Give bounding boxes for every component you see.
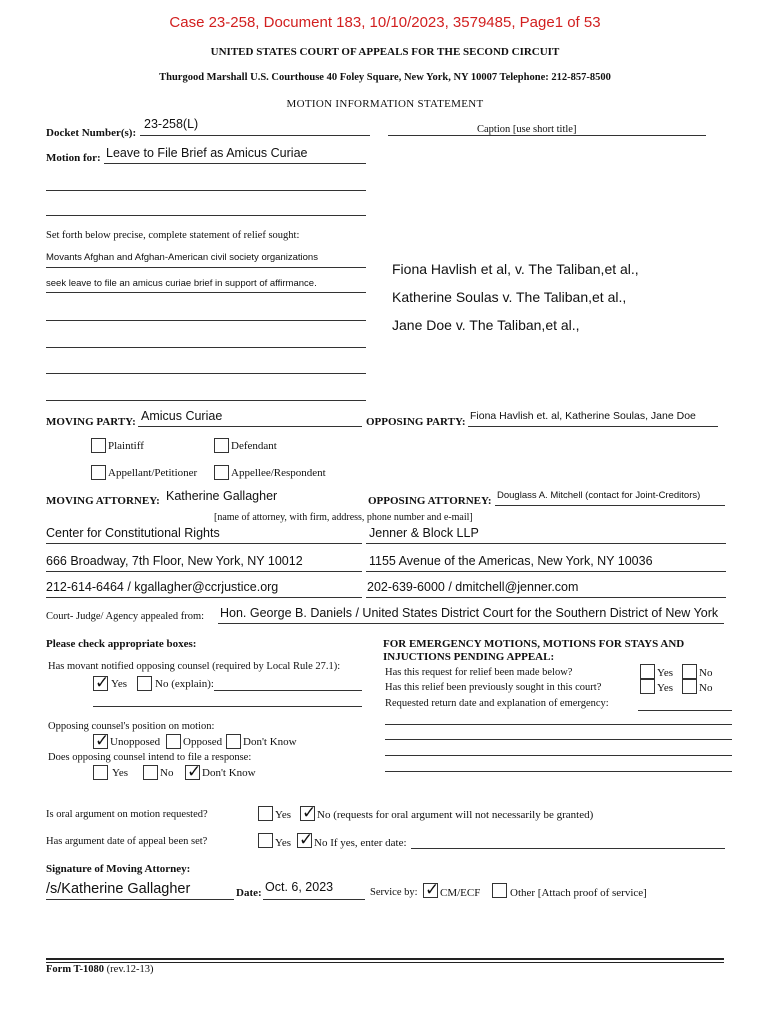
notified-no-checkbox[interactable]: [137, 676, 152, 691]
argument-date-question: Has argument date of appeal been set?: [46, 836, 208, 847]
date-label: Date:: [236, 887, 262, 899]
opposing-firm[interactable]: Jenner & Block LLP: [369, 526, 479, 540]
respond-no-checkbox[interactable]: [143, 765, 158, 780]
oral-no-checkbox[interactable]: [300, 803, 317, 823]
other-service-checkbox[interactable]: [492, 883, 507, 898]
appellant-label: Appellant/Petitioner: [108, 467, 198, 479]
caption-label: Caption [use short title]: [477, 124, 577, 135]
emergency-heading-1: FOR EMERGENCY MOTIONS, MOTIONS FOR STAYS AND: [383, 638, 685, 650]
notified-yes-checkbox[interactable]: [93, 673, 110, 693]
moving-address[interactable]: 666 Broadway, 7th Floor, New York, NY 10012: [46, 554, 303, 568]
emergency-q1-no-label: No: [699, 667, 713, 679]
emergency-q1-yes-label: Yes: [657, 667, 674, 679]
court-address: Thurgood Marshall U.S. Courthouse 40 Foley Square, New York, NY 10007 Telephone: 212-857-8500: [159, 72, 611, 83]
case-stamp: Case 23-258, Document 183, 10/10/2023, 3579485, Page1 of 53: [169, 14, 601, 31]
emergency-q2-yes-label: Yes: [657, 682, 674, 694]
position-question: Opposing counsel's position on motion:: [48, 721, 215, 732]
emergency-q3: Requested return date and explanation of emergency:: [385, 698, 609, 709]
argument-date-no-label: No If yes, enter date:: [314, 837, 407, 849]
checkmark-icon: ✓: [425, 880, 440, 900]
motion-for-label: Motion for:: [46, 152, 101, 164]
position-dont-know-label: Don't Know: [243, 736, 297, 748]
relief-line-2[interactable]: seek leave to file an amicus curiae brief in support of affirmance.: [46, 278, 317, 289]
opposed-label: Opposed: [183, 736, 223, 748]
oral-yes-label: Yes: [275, 809, 292, 821]
appellee-label: Appellee/Respondent: [231, 467, 326, 479]
cmecf-checkbox[interactable]: [423, 880, 440, 900]
respond-yes-label: Yes: [112, 767, 129, 779]
emergency-q2-no-label: No: [699, 682, 713, 694]
checkmark-icon: ✓: [302, 803, 317, 823]
relief-line-1[interactable]: Movants Afghan and Afghan-American civil society organizations: [46, 252, 318, 263]
unopposed-checkbox[interactable]: [93, 731, 110, 751]
emergency-q2-yes-checkbox[interactable]: [640, 679, 655, 694]
opposing-party-field[interactable]: Fiona Havlish et. al, Katherine Soulas, Jane Doe: [470, 410, 696, 422]
emergency-q1-yes-checkbox[interactable]: [640, 664, 655, 679]
oral-yes-checkbox[interactable]: [258, 806, 273, 821]
opposing-attorney-label: OPPOSING ATTORNEY:: [368, 495, 492, 507]
opposed-checkbox[interactable]: [166, 734, 181, 749]
unopposed-label: Unopposed: [110, 736, 161, 748]
respond-dont-know-checkbox[interactable]: [185, 762, 202, 782]
date-field[interactable]: Oct. 6, 2023: [265, 880, 334, 894]
notified-no-label: No (explain):: [155, 678, 214, 690]
respond-yes-checkbox[interactable]: [93, 765, 108, 780]
oral-no-label: No (requests for oral argument will not necessarily be granted): [317, 809, 594, 821]
emergency-q1: Has this request for relief been made below?: [385, 667, 573, 678]
emergency-heading-2: INJUCTIONS PENDING APPEAL:: [383, 651, 555, 663]
checkmark-icon: ✓: [299, 830, 314, 850]
opposing-attorney-name[interactable]: Douglass A. Mitchell (contact for Joint-Creditors): [497, 490, 701, 501]
argument-date-no-checkbox[interactable]: [297, 830, 314, 850]
argument-date-yes-label: Yes: [275, 837, 292, 849]
checkmark-icon: ✓: [95, 731, 110, 751]
service-label: Service by:: [370, 887, 418, 898]
moving-firm[interactable]: Center for Constitutional Rights: [46, 526, 220, 540]
caption-line-2[interactable]: Katherine Soulas v. The Taliban,et al.,: [392, 289, 627, 305]
form-number: [46, 964, 154, 975]
respond-no-label: No: [160, 767, 174, 779]
opposing-contact[interactable]: 202-639-6000 / dmitchell@jenner.com: [367, 580, 579, 594]
moving-attorney-name[interactable]: Katherine Gallagher: [166, 489, 278, 503]
respond-dont-know-label: Don't Know: [202, 767, 256, 779]
checkmark-icon: ✓: [187, 762, 202, 782]
moving-contact[interactable]: 212-614-6464 / kgallagher@ccrjustice.org: [46, 580, 279, 594]
court-name: UNITED STATES COURT OF APPEALS FOR THE SECOND CIRCUIT: [210, 46, 560, 58]
plaintiff-label: Plaintiff: [108, 440, 144, 452]
moving-party-label: MOVING PARTY:: [46, 416, 136, 428]
attorney-hint: [name of attorney, with firm, address, phone number and e-mail]: [214, 512, 473, 523]
relief-label: Set forth below precise, complete statement of relief sought:: [46, 230, 300, 241]
caption-line-3[interactable]: Jane Doe v. The Taliban,et al.,: [392, 317, 580, 333]
plaintiff-checkbox[interactable]: [91, 438, 106, 453]
notified-yes-label: Yes: [111, 678, 128, 690]
opposing-address[interactable]: 1155 Avenue of the Americas, New York, NY 10036: [369, 554, 653, 568]
position-dont-know-checkbox[interactable]: [226, 734, 241, 749]
cmecf-label: CM/ECF: [440, 887, 481, 899]
checks-heading: Please check appropriate boxes:: [46, 638, 197, 650]
appellee-checkbox[interactable]: [214, 465, 229, 480]
argument-date-yes-checkbox[interactable]: [258, 833, 273, 848]
signature-field[interactable]: /s/Katherine Gallagher: [46, 881, 191, 897]
docket-label: Docket Number(s):: [46, 127, 137, 139]
docket-number-field[interactable]: 23-258(L): [144, 117, 199, 131]
oral-argument-question: Is oral argument on motion requested?: [46, 809, 208, 820]
emergency-q2: Has this relief been previously sought in this court?: [385, 682, 602, 693]
emergency-q2-no-checkbox[interactable]: [682, 679, 697, 694]
appellant-checkbox[interactable]: [91, 465, 106, 480]
footer-rule: [46, 958, 724, 960]
moving-attorney-label: MOVING ATTORNEY:: [46, 495, 160, 507]
other-service-label: Other [Attach proof of service]: [510, 887, 647, 899]
court-appealed-label: Court- Judge/ Agency appealed from:: [46, 611, 205, 622]
emergency-q1-no-checkbox[interactable]: [682, 664, 697, 679]
defendant-checkbox[interactable]: [214, 438, 229, 453]
caption-line-1[interactable]: Fiona Havlish et al, v. The Taliban,et al.,: [392, 261, 639, 277]
opposing-party-label: OPPOSING PARTY:: [366, 416, 466, 428]
checkmark-icon: ✓: [95, 673, 110, 693]
signature-heading: Signature of Moving Attorney:: [46, 863, 191, 875]
court-appealed-field[interactable]: Hon. George B. Daniels / United States District Court for the Southern District of New York: [220, 606, 719, 620]
respond-question: Does opposing counsel intend to file a response:: [48, 752, 252, 763]
defendant-label: Defendant: [231, 440, 277, 452]
form-title: MOTION INFORMATION STATEMENT: [286, 98, 484, 110]
notified-question: Has movant notified opposing counsel (required by Local Rule 27.1):: [48, 661, 341, 672]
form-id: Form T-1080: [46, 964, 105, 975]
motion-for-field[interactable]: Leave to File Brief as Amicus Curiae: [106, 146, 308, 160]
moving-party-field[interactable]: Amicus Curiae: [141, 409, 223, 423]
form-revision: (rev.12-13): [106, 964, 154, 975]
